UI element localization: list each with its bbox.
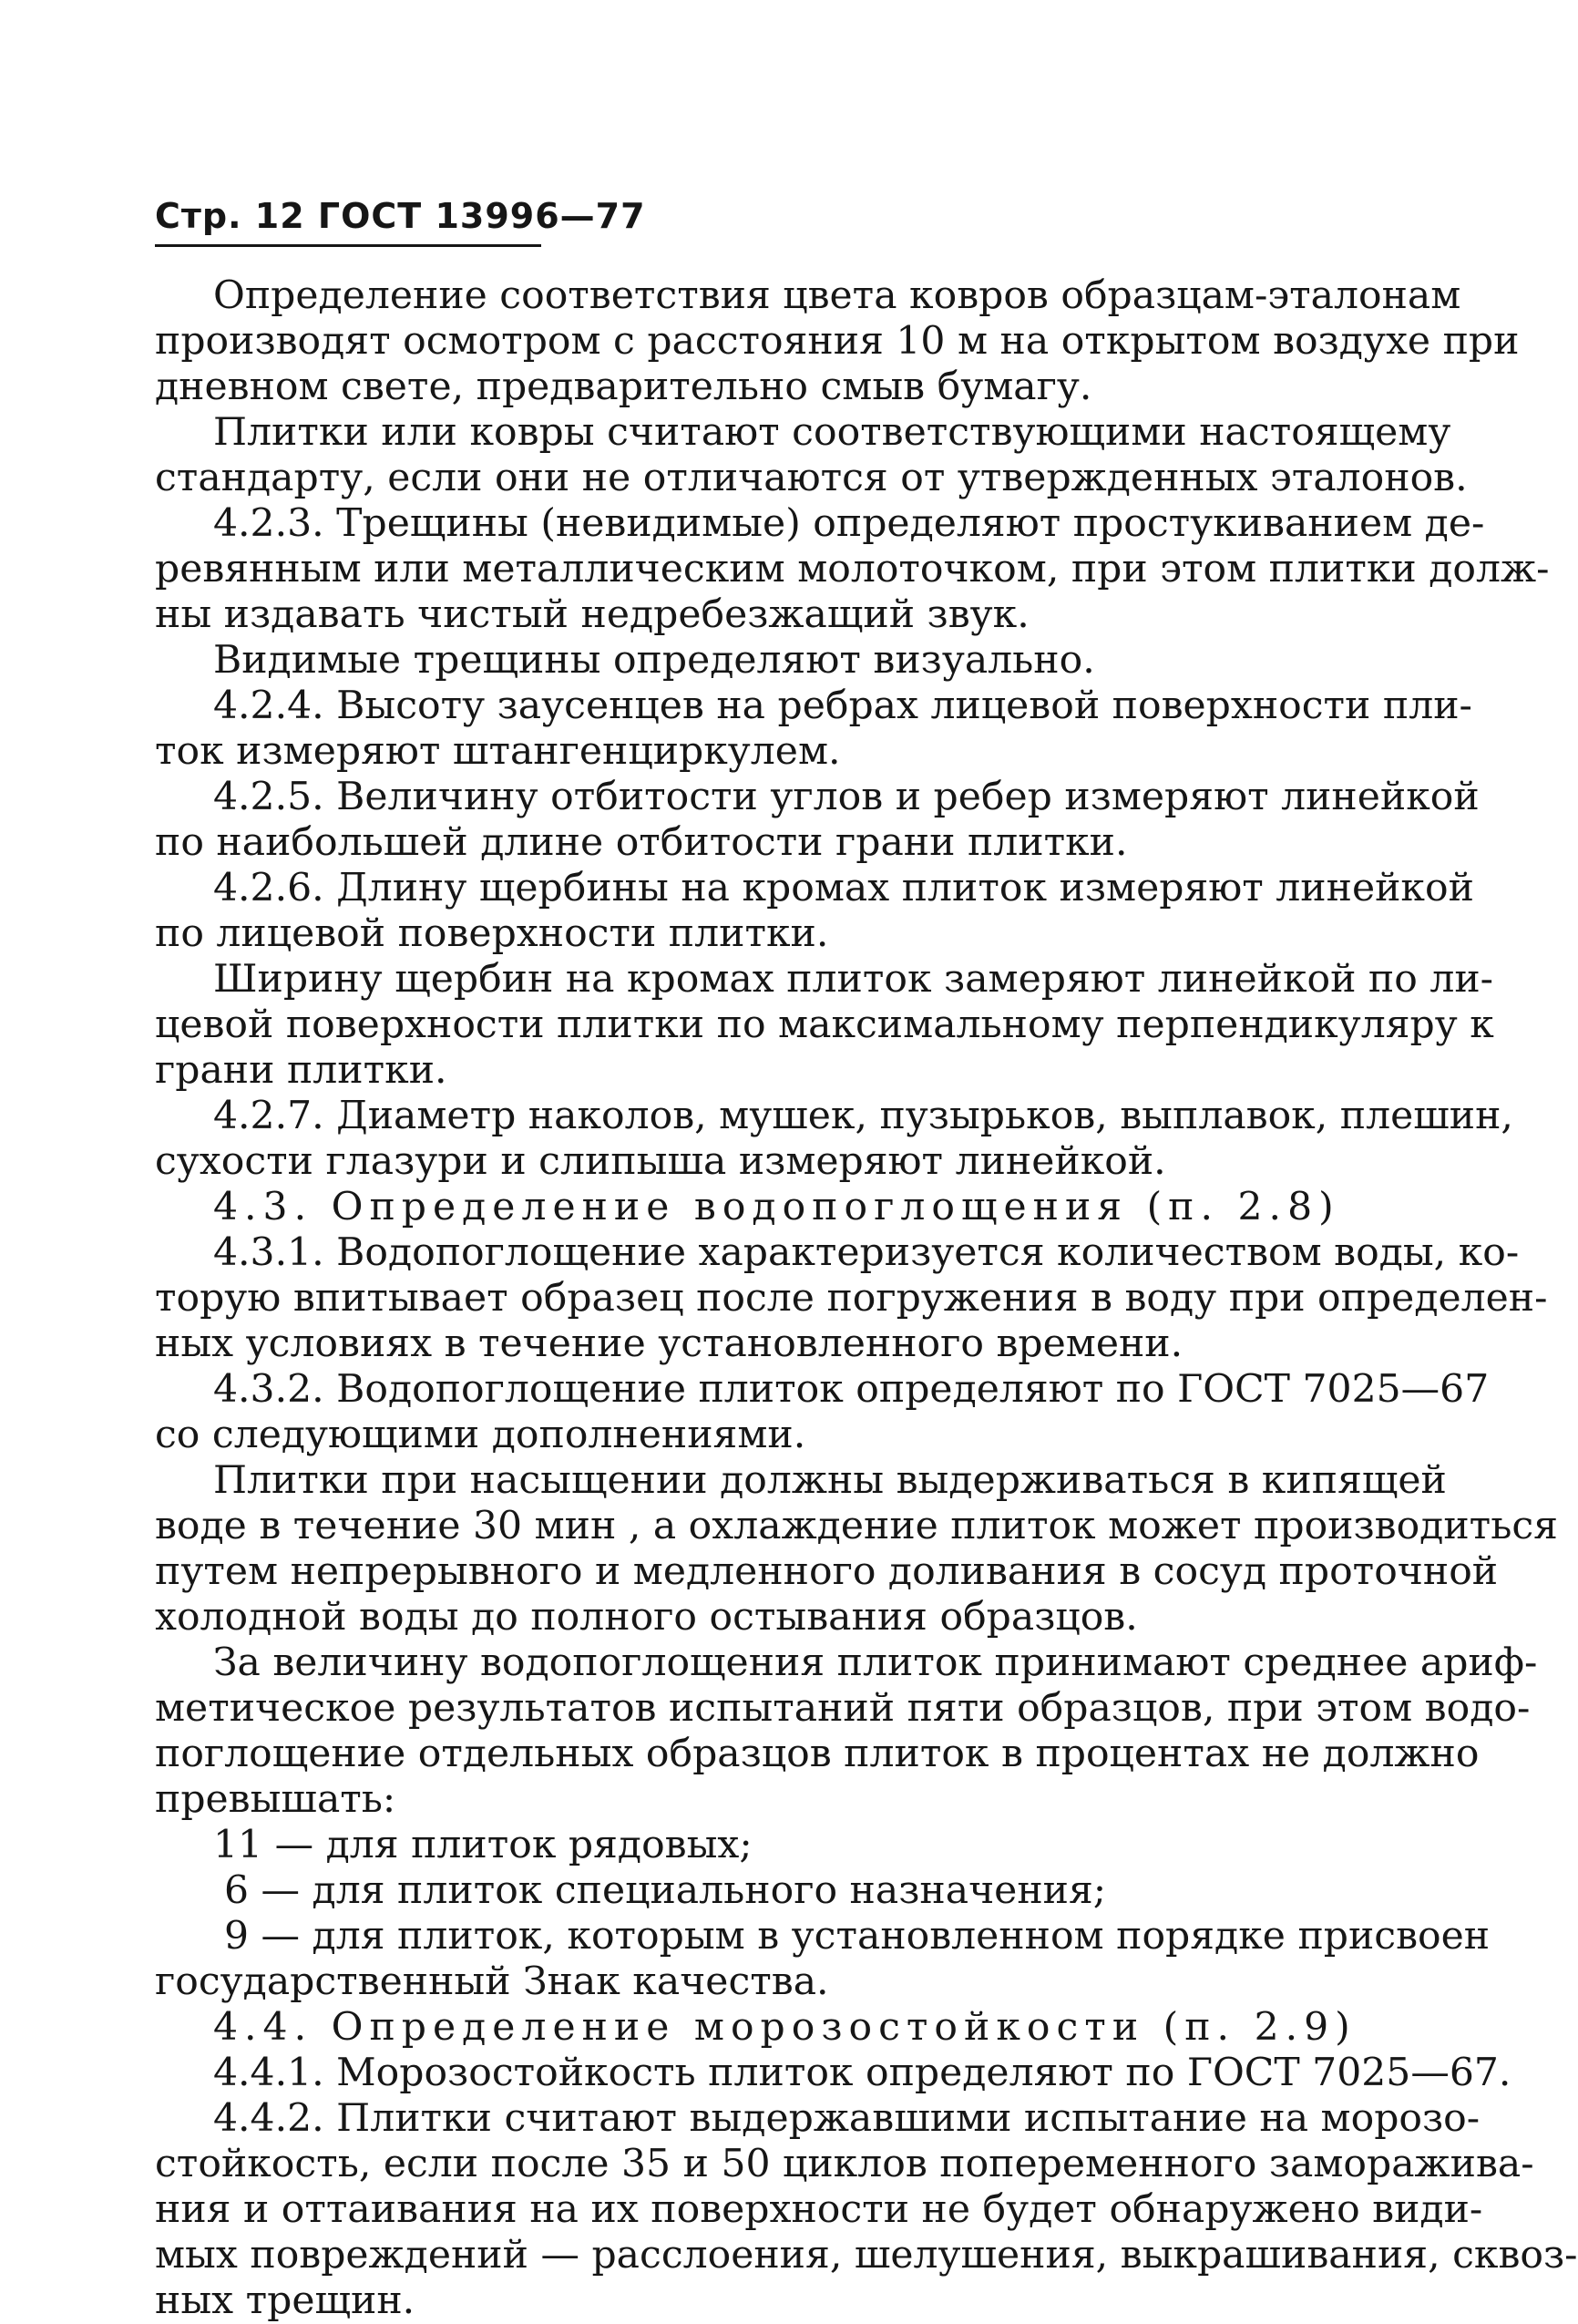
text-line: Плитки или ковры считают соответствующими настоящему <box>213 410 1451 455</box>
text-line: холодной воды до полного остывания образцов. <box>155 1595 1138 1640</box>
text-line: Определение соответствия цвета ковров образцам-эталонам <box>213 273 1461 318</box>
text-line: Ширину щербин на кромах плиток замеряют линейкой по ли- <box>213 957 1494 1002</box>
text-line: поглощение отдельных образцов плиток в процентах не должно <box>155 1732 1480 1776</box>
text-line: со следующими дополнениями. <box>155 1413 806 1457</box>
header-divider <box>155 244 541 247</box>
text-line: 4.2.6. Длину щербины на кромах плиток измеряют линейкой <box>213 866 1474 910</box>
section-heading: 4.4. Определение морозостойкости (п. 2.9) <box>213 2005 1357 2050</box>
text-line: ны издавать чистый недребезжащий звук. <box>155 592 1030 637</box>
text-line: 4.3.1. Водопоглощение характеризуется количеством воды, ко- <box>213 1230 1520 1275</box>
page-header: Стр. 12 ГОСТ 13996—77 <box>155 196 646 236</box>
text-line: метическое результатов испытаний пяти образцов, при этом водо- <box>155 1686 1531 1731</box>
text-line: торую впитывает образец после погружения в воду при определен- <box>155 1276 1548 1321</box>
text-line: 4.2.7. Диаметр наколов, мушек, пузырьков, выплавок, плешин, <box>213 1094 1513 1138</box>
text-line: Видимые трещины определяют визуально. <box>213 638 1095 683</box>
text-line: цевой поверхности плитки по максимальному перпендикуляру к <box>155 1003 1494 1047</box>
text-line: стандарту, если они не отличаются от утвержденных эталонов. <box>155 456 1468 500</box>
text-line: превышать: <box>155 1777 396 1822</box>
text-line: 4.4.2. Плитки считают выдержавшими испытание на морозо- <box>213 2096 1481 2141</box>
text-line: 4.2.4. Высоту заусенцев на ребрах лицевой поверхности пли- <box>213 684 1472 728</box>
text-line: дневном свете, предварительно смыв бумагу. <box>155 365 1092 409</box>
text-line: производят осмотром с расстояния 10 м на открытом воздухе при <box>155 319 1520 364</box>
text-line: ния и оттаивания на их поверхности не будет обнаружено види- <box>155 2187 1483 2232</box>
text-line: ток измеряют штангенциркулем. <box>155 729 841 774</box>
text-line: 4.3.2. Водопоглощение плиток определяют по ГОСТ 7025—67 <box>213 1367 1490 1412</box>
text-line: За величину водопоглощения плиток принимают среднее ариф- <box>213 1640 1538 1685</box>
text-line: 4.4.1. Морозостойкость плиток определяют по ГОСТ 7025—67. <box>213 2051 1511 2095</box>
text-line: Плитки при насыщении должны выдерживаться в кипящей <box>213 1458 1447 1503</box>
text-line: грани плитки. <box>155 1048 447 1093</box>
text-line: ных условиях в течение установленного времени. <box>155 1321 1184 1366</box>
text-line: путем непрерывного и медленного доливания в сосуд проточной <box>155 1549 1499 1594</box>
text-line: по наибольшей длине отбитости грани плитки. <box>155 820 1128 865</box>
text-line: 4.2.3. Трещины (невидимые) определяют простукиванием де- <box>213 501 1485 546</box>
text-line: стойкость, если после 35 и 50 циклов попеременного заморажива- <box>155 2142 1534 2186</box>
text-line: 4.2.5. Величину отбитости углов и ребер измеряют линейкой <box>213 775 1480 819</box>
list-item: 11 — для плиток рядовых; <box>213 1823 753 1867</box>
text-line: государственный Знак качества. <box>155 1959 829 2004</box>
body-text <box>155 273 1578 2324</box>
text-line: воде в течение 30 мин , а охлаждение плиток может производиться <box>155 1504 1558 1548</box>
list-item: 9 — для плиток, которым в установленном порядке присвоен <box>224 1914 1491 1959</box>
section-heading: 4.3. Определение водопоглощения (п. 2.8) <box>213 1185 1340 1229</box>
list-item: 6 — для плиток специального назначения; <box>224 1868 1107 1913</box>
text-line: ревянным или металлическим молоточком, при этом плитки долж- <box>155 547 1550 591</box>
text-line: мых повреждений — расслоения, шелушения, выкрашивания, сквоз- <box>155 2233 1578 2278</box>
text-line: ных трещин. <box>155 2278 415 2323</box>
text-line: сухости глазури и слипыша измеряют линейкой. <box>155 1139 1166 1184</box>
text-line: по лицевой поверхности плитки. <box>155 911 829 956</box>
